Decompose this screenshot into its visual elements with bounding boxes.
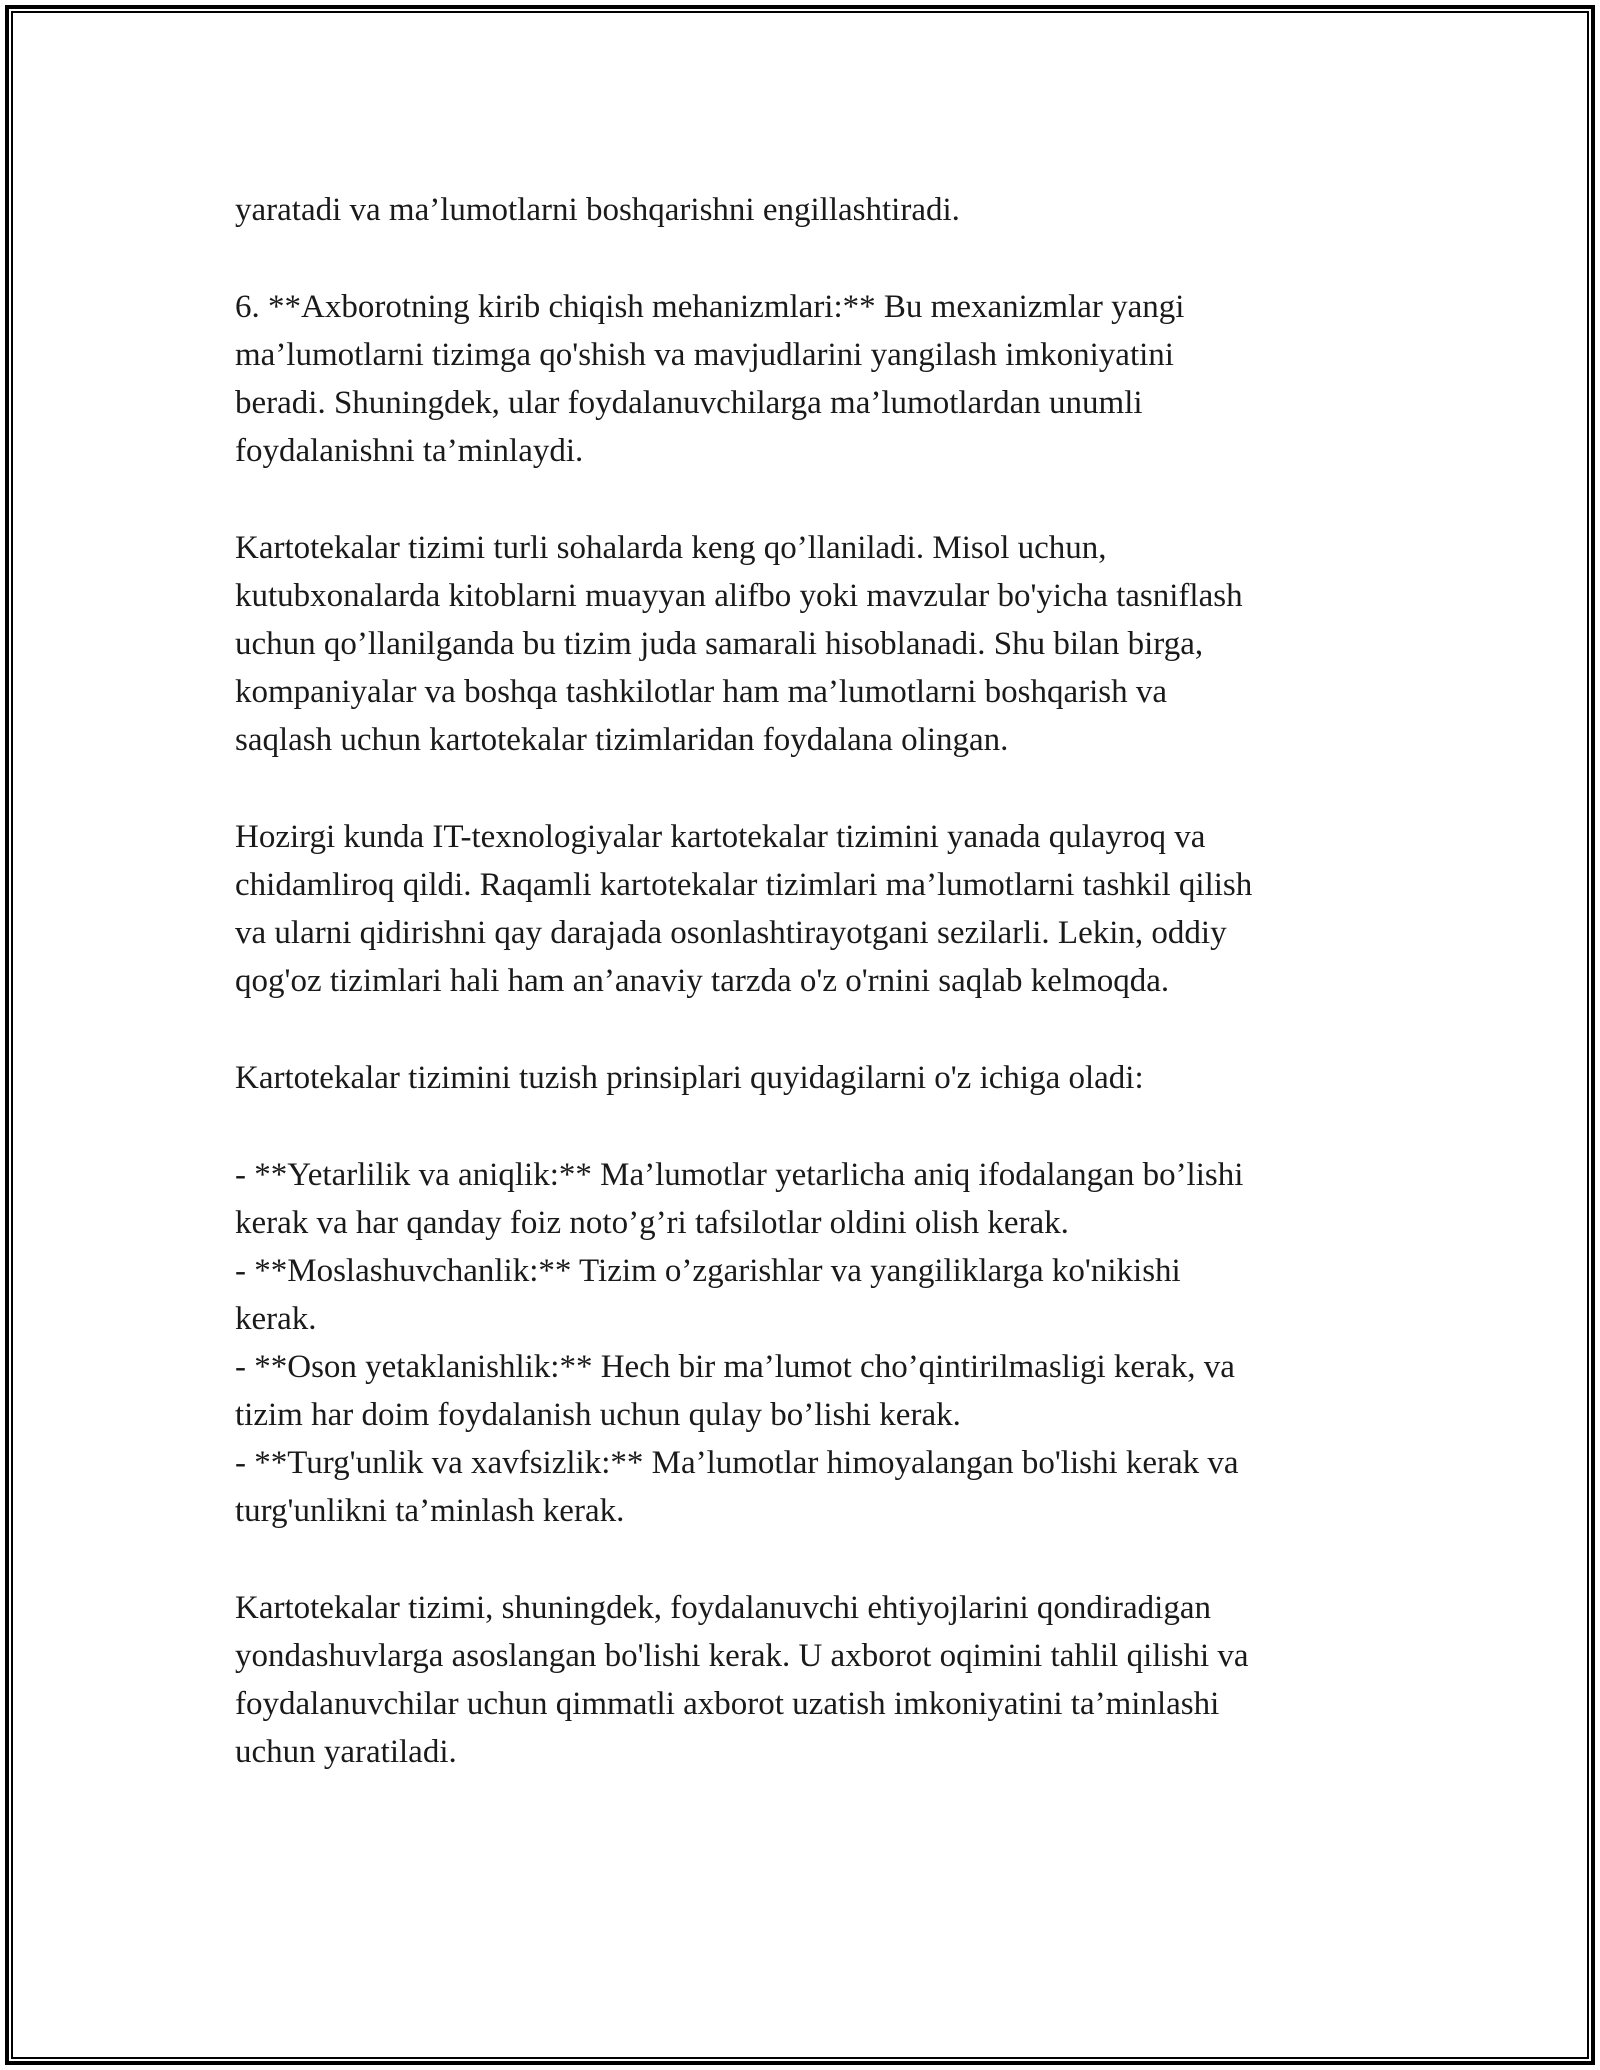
text-line: kerak va har qanday foiz noto’g’ri tafsilotlar oldini olish kerak. bbox=[235, 1205, 1069, 1241]
text-line: foydalanishni ta’minlaydi. bbox=[235, 433, 584, 469]
text-line: yondashuvlarga asoslangan bo'lishi kerak. U axborot oqimini tahlil qilishi va bbox=[235, 1638, 1249, 1674]
paragraph-spacer bbox=[235, 234, 1395, 283]
text-line: kutubxonalarda kitoblarni muayyan alifbo yoki mavzular bo'yicha tasniflash bbox=[235, 578, 1243, 614]
text-line: beradi. Shuningdek, ular foydalanuvchilarga ma’lumotlardan unumli bbox=[235, 385, 1143, 421]
text-line: tizim har doim foydalanish uchun qulay bo’lishi kerak. bbox=[235, 1397, 961, 1433]
text-line: kerak. bbox=[235, 1301, 317, 1337]
paragraph-spacer bbox=[235, 1102, 1395, 1151]
text-line: uchun qo’llanilganda bu tizim juda samarali hisoblanadi. Shu bilan birga, bbox=[235, 626, 1204, 662]
text-line: Hozirgi kunda IT-texnologiyalar kartotekalar tizimini yanada qulayroq va bbox=[235, 819, 1206, 855]
text-line: Kartotekalar tizimi, shuningdek, foydalanuvchi ehtiyojlarini qondiradigan bbox=[235, 1590, 1211, 1626]
paragraph-spacer bbox=[235, 1535, 1395, 1584]
text-line: yaratadi va ma’lumotlarni boshqarishni engillashtiradi. bbox=[235, 192, 960, 228]
text-line: chidamliroq qildi. Raqamli kartotekalar tizimlari ma’lumotlarni tashkil qilish bbox=[235, 867, 1253, 903]
text-line: qog'oz tizimlari hali ham an’anaviy tarzda o'z o'rnini saqlab kelmoqda. bbox=[235, 963, 1170, 999]
text-line: uchun yaratiladi. bbox=[235, 1734, 457, 1770]
paragraph-usage bbox=[235, 524, 1395, 764]
paragraph-spacer bbox=[235, 764, 1395, 813]
text-line: Kartotekalar tizimi turli sohalarda keng qo’llaniladi. Misol uchun, bbox=[235, 530, 1107, 566]
text-line: - **Moslashuvchanlik:** Tizim o’zgarishlar va yangiliklarga ko'nikishi bbox=[235, 1253, 1181, 1289]
text-line: Kartotekalar tizimini tuzish prinsiplari quyidagilarni o'z ichiga oladi: bbox=[235, 1060, 1144, 1096]
paragraph-it bbox=[235, 813, 1395, 1005]
text-line: turg'unlikni ta’minlash kerak. bbox=[235, 1493, 625, 1529]
paragraph-conclusion bbox=[235, 1584, 1395, 1776]
text-line: ma’lumotlarni tizimga qo'shish va mavjudlarini yangilash imkoniyatini bbox=[235, 337, 1174, 373]
text-line: - **Oson yetaklanishlik:** Hech bir ma’lumot cho’qintirilmasligi kerak, va bbox=[235, 1349, 1235, 1385]
paragraph-intro-continuation bbox=[235, 186, 1395, 234]
text-line: - **Turg'unlik va xavfsizlik:** Ma’lumotlar himoyalangan bo'lishi kerak va bbox=[235, 1445, 1239, 1481]
text-line: saqlash uchun kartotekalar tizimlaridan foydalana olingan. bbox=[235, 722, 1009, 758]
paragraph-principles-list bbox=[235, 1151, 1395, 1535]
document-body bbox=[235, 186, 1395, 1776]
paragraph-spacer bbox=[235, 1005, 1395, 1054]
paragraph-principles-intro bbox=[235, 1054, 1395, 1102]
text-line: foydalanuvchilar uchun qimmatli axborot uzatish imkoniyatini ta’minlashi bbox=[235, 1686, 1220, 1722]
text-line: 6. **Axborotning kirib chiqish mehanizmlari:** Bu mexanizmlar yangi bbox=[235, 289, 1185, 325]
text-line: kompaniyalar va boshqa tashkilotlar ham ma’lumotlarni boshqarish va bbox=[235, 674, 1168, 710]
paragraph-item-6 bbox=[235, 283, 1395, 475]
text-line: va ularni qidirishni qay darajada osonlashtirayotgani sezilarli. Lekin, oddiy bbox=[235, 915, 1227, 951]
text-line: - **Yetarlilik va aniqlik:** Ma’lumotlar yetarlicha aniq ifodalangan bo’lishi bbox=[235, 1157, 1244, 1193]
paragraph-spacer bbox=[235, 475, 1395, 524]
